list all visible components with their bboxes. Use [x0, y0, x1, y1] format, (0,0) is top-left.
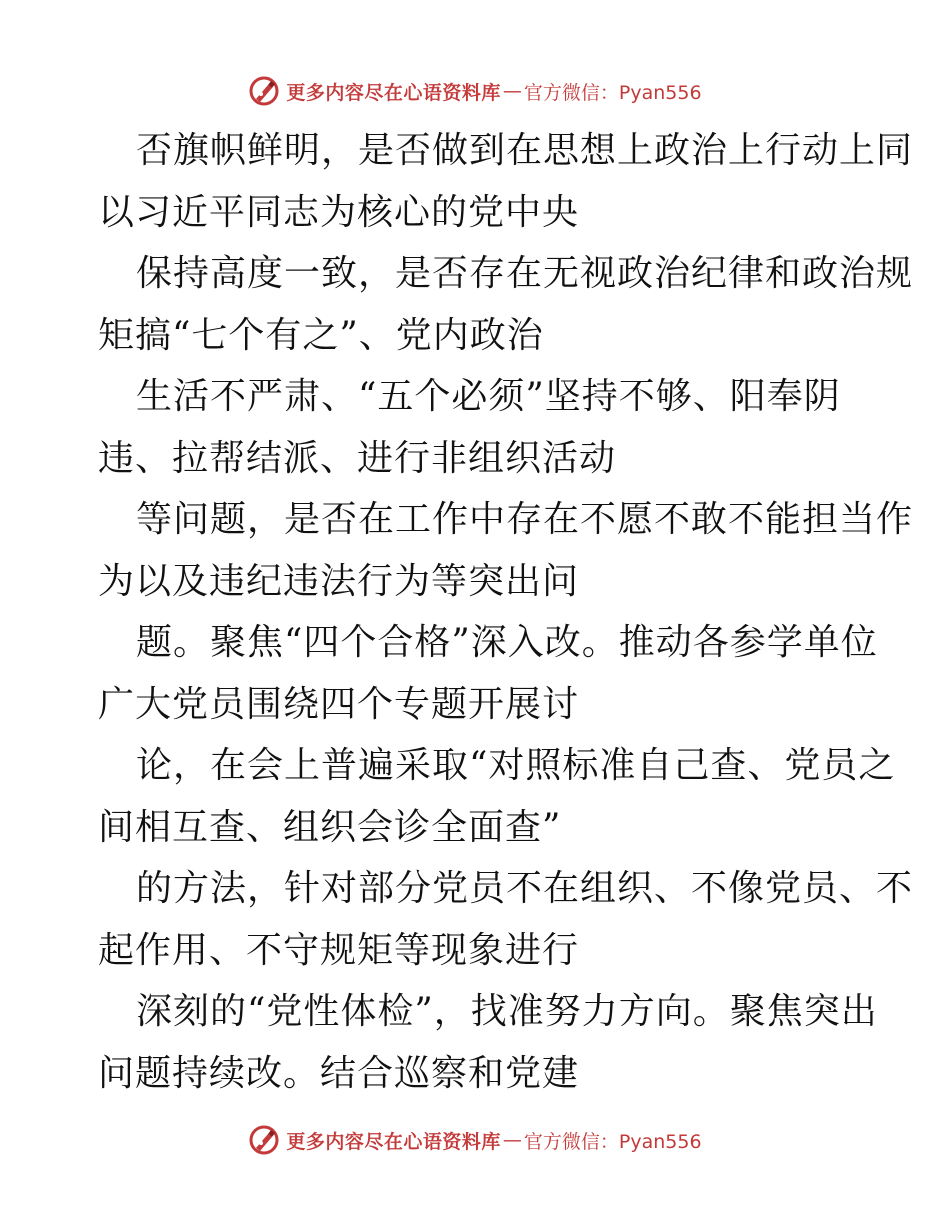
- text-line: 问题持续改。结合巡察和党建: [98, 1052, 580, 1094]
- text-line: 生活不严肃、“五个必须”坚持不够、阳奉阴: [136, 376, 841, 417]
- header-banner-text: 更多内容尽在心语资料库: [286, 81, 501, 104]
- text-line: 违、拉帮结派、进行非组织活动: [98, 437, 617, 479]
- text-line: 保持高度一致，是否存在无视政治纪律和政治规: [136, 253, 914, 294]
- text-line: 矩搞“七个有之”、党内政治: [98, 314, 544, 356]
- paragraph: [98, 981, 878, 1104]
- text-line: 广大党员围绕四个专题开展讨: [98, 683, 580, 725]
- paragraph: [98, 489, 914, 612]
- paragraph: [98, 366, 858, 489]
- footer-banner: [0, 1120, 950, 1160]
- paragraph: [98, 120, 914, 243]
- text-line: 等问题，是否在工作中存在不愿不敢不能担当作: [136, 499, 914, 540]
- text-line: 论，在会上普遍采取“对照标准自己查、党员之: [136, 745, 896, 786]
- text-line: 为以及违纪违法行为等突出问: [98, 560, 580, 602]
- paragraph: [98, 243, 914, 366]
- text-line: 以习近平同志为核心的党中央: [98, 191, 580, 233]
- header-separator: —: [502, 80, 522, 102]
- paragraph: [98, 735, 896, 858]
- header-wechat: 官方微信：Pyan556: [523, 81, 702, 104]
- paragraph: [98, 612, 878, 735]
- text-line: 题。聚焦“四个合格”深入改。推动各参学单位: [136, 622, 878, 663]
- text-line: 间相互查、组织会诊全面查”: [98, 806, 562, 848]
- footer-wechat: 官方微信：Pyan556: [523, 1130, 702, 1153]
- footer-banner-text: 更多内容尽在心语资料库: [286, 1130, 501, 1153]
- footer-separator: —: [502, 1129, 522, 1151]
- header-banner: [0, 71, 950, 111]
- document-body: [98, 120, 914, 1104]
- paragraph: [98, 858, 914, 981]
- pen-in-circle-icon: [248, 1124, 280, 1156]
- pen-in-circle-icon: [248, 75, 280, 107]
- text-line: 起作用、不守规矩等现象进行: [98, 929, 580, 971]
- text-line: 否旗帜鲜明，是否做到在思想上政治上行动上同: [136, 130, 914, 171]
- text-line: 的方法，针对部分党员不在组织、不像党员、不: [136, 868, 914, 909]
- text-line: 深刻的“党性体检”，找准努力方向。聚焦突出: [136, 991, 878, 1032]
